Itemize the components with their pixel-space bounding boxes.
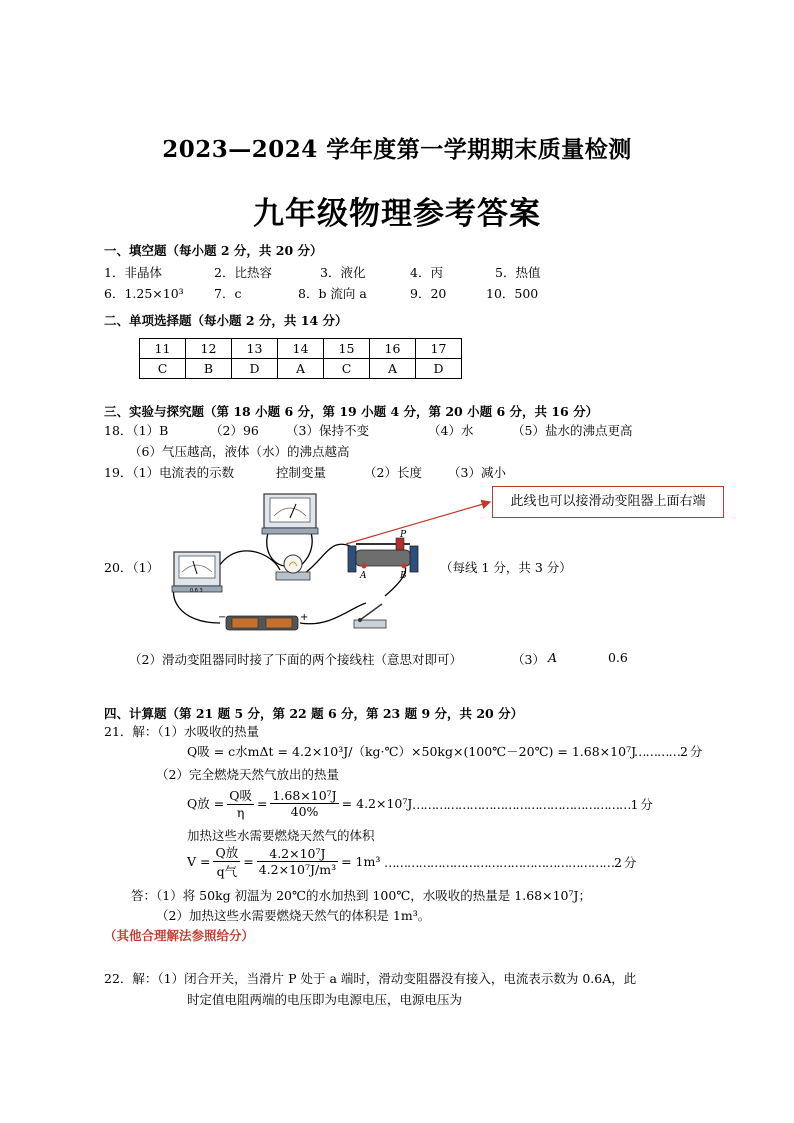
label-b: B bbox=[400, 571, 407, 581]
grading-note: （其他合理解法参照给分） bbox=[104, 928, 255, 943]
eq2-fraction-1 bbox=[227, 786, 254, 820]
table-cell: 16 bbox=[370, 339, 416, 359]
eq2-lhs: Q放 = bbox=[187, 796, 225, 811]
label-p: P bbox=[400, 530, 407, 540]
table-cell: 14 bbox=[278, 339, 324, 359]
battery-plus: + bbox=[300, 612, 309, 623]
eq3-lhs: V = bbox=[187, 853, 211, 869]
eq2-rhs: = 4.2×10⁷J bbox=[341, 795, 413, 811]
s1-answer-1: 1．非晶体 bbox=[104, 265, 162, 280]
eq3-fraction-1 bbox=[213, 843, 240, 880]
q18-part5: （5）盐水的沸点更高 bbox=[512, 423, 633, 438]
q21-score-3: ……………………………………………………2 分 bbox=[384, 855, 636, 870]
table-cell: C bbox=[324, 359, 370, 379]
s1-answer-3: 3．液化 bbox=[320, 265, 366, 280]
q21-equation-1: Q吸 = c水mΔt = 4.2×10³J/（kg·℃）×50kg×(100℃－20℃) = 1.68×10⁷J bbox=[187, 744, 637, 759]
eq2-f1-den: η bbox=[236, 805, 245, 820]
battery-minus: − bbox=[218, 612, 227, 623]
section1-heading: 一、填空题（每小题 2 分，共 20 分） bbox=[104, 243, 323, 258]
answer-key-title: 九年级物理参考答案 bbox=[253, 196, 541, 232]
q20-score-note: （每线 1 分，共 3 分） bbox=[440, 560, 572, 575]
table-cell: A bbox=[370, 359, 416, 379]
q18-part4: （4）水 bbox=[428, 423, 474, 438]
q21-equation-2: Q放 = $\frac{\text{Q吸}}{\eta}$ = $\frac{\text{1.68×10⁷J}}{40\%}$ = 4.2×10⁷J bbox=[187, 787, 413, 820]
eq3-f1-den: q气 bbox=[216, 863, 238, 879]
q21-part2: （2）完全燃烧天然气放出的热量 bbox=[156, 767, 339, 782]
table-cell: 13 bbox=[232, 339, 278, 359]
eq3-f2-den: 4.2×10⁷J/m³ bbox=[258, 861, 337, 877]
label-a: A bbox=[360, 571, 367, 581]
q21-answer-1: 答：（1）将 50kg 初温为 20℃的水加热到 100℃，水吸收的热量是 1.68×10⁷J； bbox=[131, 888, 592, 903]
circuit-diagram bbox=[160, 478, 495, 638]
wire-ammeter-bulb bbox=[215, 551, 280, 574]
q21-part3: 加热这些水需要燃烧天然气的体积 bbox=[187, 828, 375, 843]
callout-arrow bbox=[346, 502, 490, 544]
eq3-rhs: = 1m³ bbox=[341, 853, 381, 869]
q21-score-1: …………2 分 bbox=[634, 744, 702, 759]
table-row-answers bbox=[140, 359, 462, 379]
table-cell: 12 bbox=[186, 339, 232, 359]
s1-answer-5: 5．热值 bbox=[495, 265, 541, 280]
rheostat bbox=[348, 530, 418, 581]
s1-answer-6: 6．1.25×10³ bbox=[104, 286, 184, 301]
s1-answer-10: 10．500 bbox=[486, 286, 539, 301]
ammeter bbox=[172, 552, 222, 594]
q20-label: 20．（1） bbox=[104, 560, 160, 575]
q19-part3: （3）减小 bbox=[448, 465, 506, 480]
switch bbox=[354, 604, 386, 628]
table-cell: A bbox=[278, 359, 324, 379]
eq3-f1-num: Q放 bbox=[215, 844, 239, 860]
table-cell: 11 bbox=[140, 339, 186, 359]
exam-title: 2023—2024 学年度第一学期期末质量检测 bbox=[162, 136, 632, 163]
q21-equation-3: V = $\frac{\text{Q放}}{\text{q气}}$ = $\frac{\text{4.2×10⁷J}}{\text{4.2×10⁷J/m³}}$ = 1m³ bbox=[187, 844, 381, 879]
eq2-f1-num: Q吸 bbox=[229, 788, 252, 803]
s1-answer-9: 9．20 bbox=[410, 286, 447, 301]
table-cell: D bbox=[416, 359, 462, 379]
eq3-f2-num: 4.2×10⁷J bbox=[257, 846, 338, 862]
q21-answer-2: （2）加热这些水需要燃烧天然气的体积是 1m³。 bbox=[156, 908, 431, 923]
table-row-numbers bbox=[140, 339, 462, 359]
q22-line-2: 时定值电阻两端的电压即为电源电压，电源电压为 bbox=[187, 992, 463, 1007]
s1-answer-7: 7．c bbox=[214, 286, 242, 301]
section3-heading: 三、实验与探究题（第 18 小题 6 分，第 19 小题 4 分，第 20 小题 6 分，共 16 分） bbox=[104, 404, 599, 419]
voltmeter bbox=[262, 494, 318, 534]
table-cell: C bbox=[140, 359, 186, 379]
table-cell: 15 bbox=[324, 339, 370, 359]
table-cell: B bbox=[186, 359, 232, 379]
q19-method: 控制变量 bbox=[276, 465, 327, 480]
eq2-f2-num: 1.68×10⁷J bbox=[272, 787, 337, 803]
s1-answer-4: 4．丙 bbox=[410, 265, 443, 280]
ammeter-scale-label: 0.6 3 bbox=[190, 588, 203, 594]
q19-part1: 19．（1）电流表的示数 bbox=[104, 465, 235, 480]
section2-heading: 二、单项选择题（每小题 2 分，共 14 分） bbox=[104, 313, 348, 328]
q20-part3: （3） bbox=[512, 652, 545, 667]
q20-answer-value: 0.6 bbox=[608, 650, 628, 665]
q20-part2: （2）滑动变阻器同时接了下面的两个接线柱（意思对即可） bbox=[129, 652, 462, 667]
q20-answer-a: A bbox=[548, 650, 558, 665]
battery bbox=[218, 612, 308, 630]
choice-answer-table bbox=[139, 338, 462, 379]
eq3-fraction-2 bbox=[257, 846, 338, 877]
wire-voltmeter-left bbox=[267, 533, 284, 566]
table-cell: 17 bbox=[416, 339, 462, 359]
q19-part2: （2）长度 bbox=[364, 465, 422, 480]
bulb bbox=[276, 555, 310, 580]
q18-part3: （3）保持不变 bbox=[286, 423, 369, 438]
q21-intro: 21．解：（1）水吸收的热量 bbox=[104, 724, 260, 739]
q18-part2: （2）96 bbox=[210, 423, 259, 438]
eq2-fraction-2 bbox=[270, 788, 338, 819]
q18-part6: （6）气压越高，液体（水）的沸点越高 bbox=[129, 444, 350, 459]
wiring-callout: 此线也可以接滑动变阻器上面右端 bbox=[492, 486, 724, 518]
q18-part1: 18．（1）B bbox=[104, 423, 169, 438]
s1-answer-8: 8．b 流向 a bbox=[298, 286, 367, 301]
s1-answer-2: 2．比热容 bbox=[214, 265, 272, 280]
q21-score-2: …………………………………………………1 分 bbox=[412, 797, 652, 812]
section4-heading: 四、计算题（第 21 题 5 分，第 22 题 6 分，第 23 题 9 分，共 20 分） bbox=[104, 706, 524, 721]
table-cell: D bbox=[232, 359, 278, 379]
q22-line-1: 22．解：（1）闭合开关，当滑片 P 处于 a 端时，滑动变阻器没有接入，电流表示数为 0.6A，此 bbox=[104, 971, 637, 986]
eq2-f2-den: 40% bbox=[290, 803, 319, 819]
